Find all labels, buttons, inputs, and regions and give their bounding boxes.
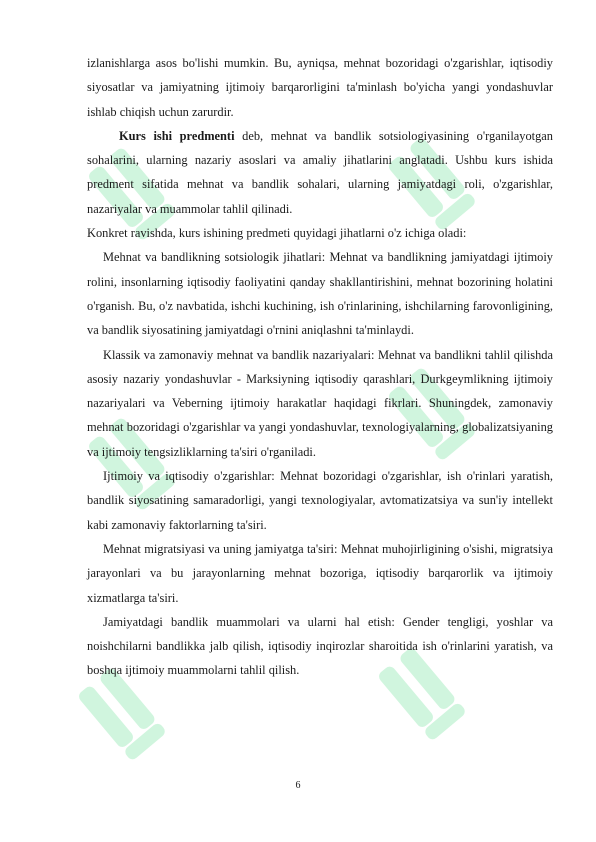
paragraph-labor-migration: Mehnat migratsiyasi va uning jamiyatga ta'siri: Mehnat muhojirligining o'sishi, migratsiya jarayonlari va bu jarayonlarning mehnat bozoriga, iqtisodiy barqarorlik va ijtimoiy xizmatlarga ta'siri. [87,541,553,605]
paragraph-course-subject [87,124,553,221]
paragraph-subject-intro: Konkret ravishda, kurs ishining predmeti quyidagi jihatlarni o'z ichiga oladi: [87,226,467,241]
page-number: 6 [295,780,301,791]
paragraph-theories: Klassik va zamonaviy mehnat va bandlik nazariyalari: Mehnat va bandlikni tahlil qilishda asosiy nazariy yondashuvlar - Marksiyning iqtisodiy qarashlari, Durkgeymlikning ijtimoiy nazariyalari va Veberning ijtimoiy harakatlar haqidagi fikrlari. Shuningdek, zamonaviy mehnat bozoridagi o'zgarishlar va yangi yondashuvlar, texnologiyalarning, globalizatsiyaning va ijtimoiy tengsizliklarning ta'siri o'rganiladi. [87,347,553,459]
document-body [87,51,553,683]
paragraph-social-economic-changes: Ijtimoiy va iqtisodiy o'zgarishlar: Mehnat bozoridagi o'zgarishlar, ish o'rinlari yaratish, bandlik siyosatining samaradorligi, yangi texnologiyalar, avtomatizatsiya va sun'iy intellekt kabi zamonaviy faktorlarning ta'siri. [87,469,553,532]
paragraph-intro-continuation: izlanishlarga asos bo'lishi mumkin. Bu, ayniqsa, mehnat bozoridagi o'zgarishlar, iqtisodiy siyosatlar va jamiyatning ijtimoiy barqarorligini ta'minlash bo'yicha yangi yondashuvlar ishlab chiqish uchun zarurdir. [87,56,553,119]
paragraph-employment-problems: Jamiyatdagi bandlik muammolari va ularni hal etish: Gender tengligi, yoshlar va noishchilarni bandlikka jalb qilish, iqtisodiy inqirozlar sharoitida ish o'rinlarini yaratish, va boshqa ijtimoiy muammolarni tahlil qilish. [87,614,553,678]
course-subject-term: Kurs ishi predmenti [119,128,235,143]
course-subject-definition: deb, mehnat va bandlik sotsiologiyasining o'rganilayotgan sohalarini, ularning nazariy asoslari va amaliy jihatlarini anglatadi. Ushbu kurs ishida predment sifatida mehnat va bandlik sohalari, ularning jamiyatdagi roli, o'zgarishlar, nazariyalar va muammolar tahlil qilinadi. [87,128,554,216]
paragraph-sociological-aspects: Mehnat va bandlikning sotsiologik jihatlari: Mehnat va bandlikning jamiyatdagi ijtimoiy rolini, insonlarning iqtisodiy faoliyatini qanday shakllantirishini, mehnat bozorining holatini o'rganish. Bu, o'z navbatida, ishchi kuchining, ish o'rinlarining, ishchilarning farovonligining, va bandlik siyosatining jamiyatdagi o'rnini aniqlashni ta'minlaydi. [87,250,553,338]
